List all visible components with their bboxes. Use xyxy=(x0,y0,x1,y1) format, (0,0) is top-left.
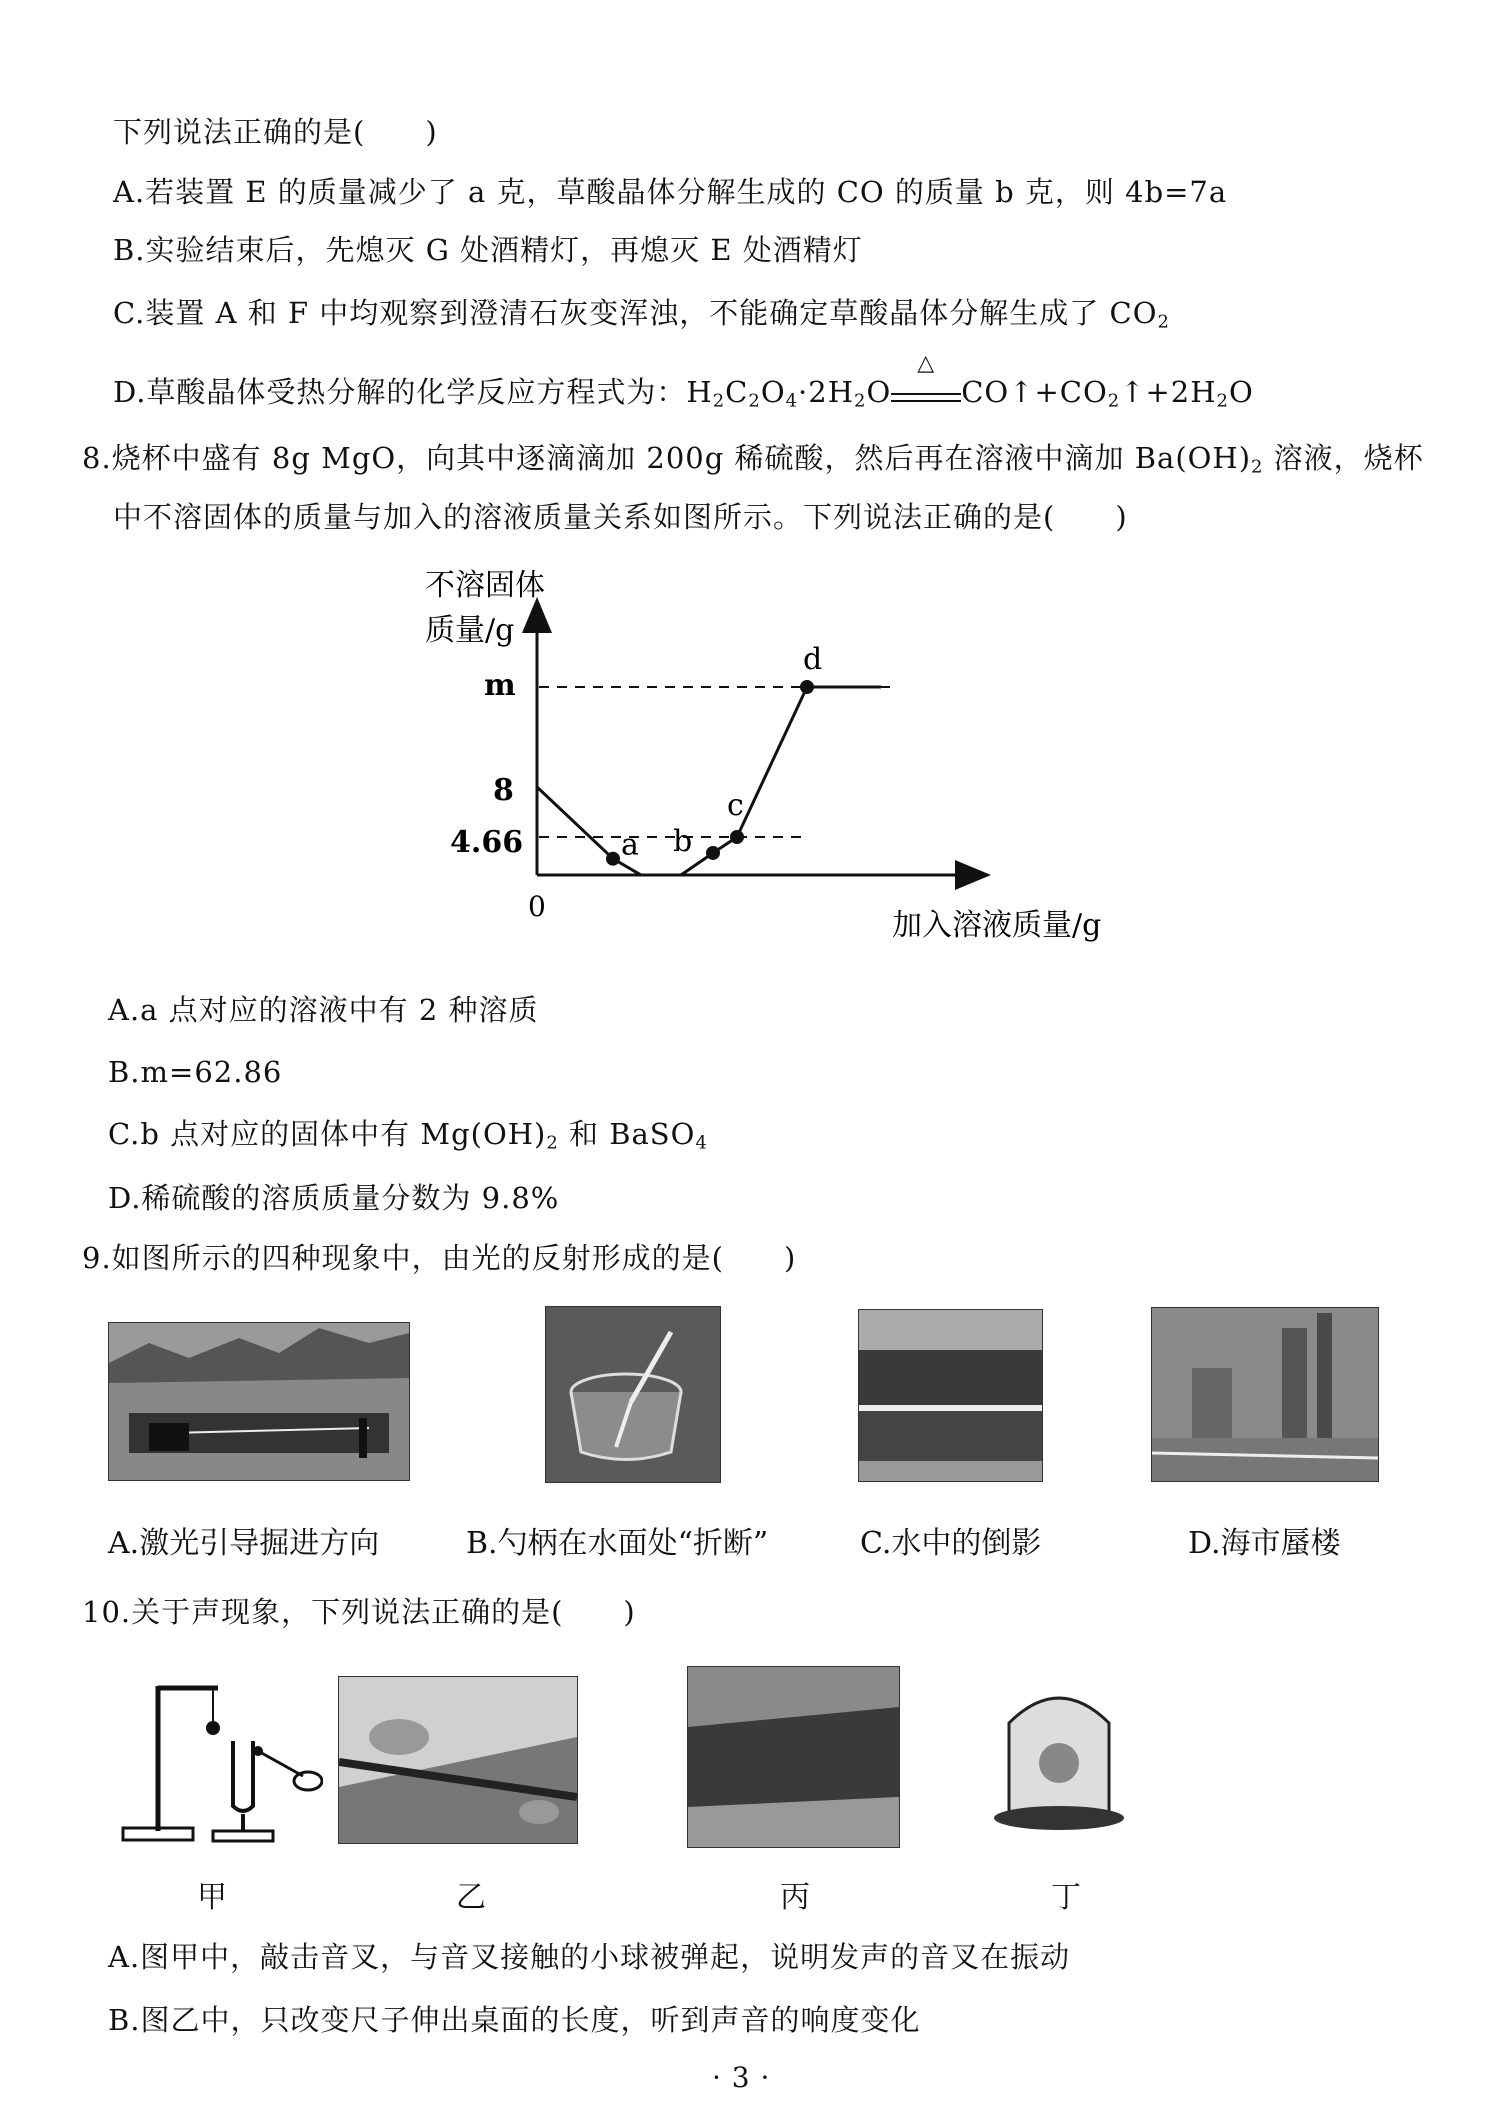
q8-option-c-text: C.b 点对应的固体中有 Mg(OH) xyxy=(108,1117,547,1151)
q9-stem: 9.如图所示的四种现象中，由光的反射形成的是( ) xyxy=(82,1241,797,1275)
spoon-in-cup-image xyxy=(545,1306,721,1483)
spoon-in-cup-drawing xyxy=(546,1307,720,1482)
subscript: 2 xyxy=(546,1132,559,1154)
y-tick-4-66: 4.66 xyxy=(450,825,524,860)
point-label-a: a xyxy=(621,827,639,863)
q8-stem-text-tail: 溶液，烧杯 xyxy=(1263,441,1424,475)
formula-part: ↑+2H xyxy=(1120,375,1217,409)
q8-option-c-text-mid: 和 BaSO xyxy=(558,1117,696,1151)
chart-points xyxy=(606,642,822,866)
sound-barrier-wall-drawing xyxy=(688,1667,899,1847)
delta-symbol: △ xyxy=(917,351,936,376)
subscript: 2 xyxy=(1251,456,1264,478)
y-axis-label-line1: 不溶固体 xyxy=(425,568,545,603)
y-tick-m: m xyxy=(484,668,516,703)
x-axis-label: 加入溶液质量/g xyxy=(892,908,1102,943)
ruler-on-table-image xyxy=(338,1676,578,1844)
q10-stem: 10.关于声现象，下列说法正确的是( ) xyxy=(82,1595,636,1629)
subscript: 2 xyxy=(1216,390,1229,412)
fig-label-ding: 丁 xyxy=(1051,1880,1081,1915)
q8-option-a: A.a 点对应的溶液中有 2 种溶质 xyxy=(108,993,539,1027)
fig-label-jia: 甲 xyxy=(197,1880,227,1915)
data-point-d xyxy=(800,680,814,694)
q7-option-a: A.若装置 E 的质量减少了 a 克，草酸晶体分解生成的 CO 的质量 b 克，则 4b=7a xyxy=(113,175,1228,209)
point-label-b: b xyxy=(673,823,693,859)
ruler-on-table-drawing xyxy=(339,1677,577,1843)
q8-stem-text: 8.烧杯中盛有 8g MgO，向其中逐滴滴加 200g 稀硫酸，然后再在溶液中滴加 Ba(OH) xyxy=(82,441,1252,475)
fig-label-yi: 乙 xyxy=(456,1880,486,1915)
heating-condition-sign xyxy=(891,351,961,402)
subscript: 2 xyxy=(748,390,761,412)
data-point-a xyxy=(606,852,620,866)
q7-option-d-prefix: D.草酸晶体受热分解的化学反应方程式为：H xyxy=(113,375,713,409)
q7-option-c xyxy=(113,293,1170,342)
q9-caption-d: D.海市蜃楼 xyxy=(1188,1526,1341,1561)
subscript: 2 xyxy=(854,390,867,412)
formula-part: O xyxy=(760,375,786,409)
chart-series xyxy=(537,687,881,875)
q7-option-c-text: C.装置 A 和 F 中均观察到澄清石灰变浑浊，不能确定草酸晶体分解生成了 CO xyxy=(113,296,1158,330)
q8-option-b: B.m=62.86 xyxy=(108,1055,283,1089)
y-axis-label-line2: 质量/g xyxy=(425,613,515,648)
q10-option-a: A.图甲中，敲击音叉，与音叉接触的小球被弹起，说明发声的音叉在振动 xyxy=(108,1940,1071,1974)
sound-barrier-wall-image xyxy=(687,1666,900,1848)
laser-tunnel-image xyxy=(108,1322,410,1481)
q9-caption-b: B.勺柄在水面处“折断” xyxy=(466,1526,769,1561)
formula-part: C xyxy=(725,375,749,409)
series-segment xyxy=(737,687,807,837)
formula-part: O xyxy=(866,375,892,409)
water-reflection-image xyxy=(858,1309,1043,1482)
series-segment xyxy=(537,787,613,859)
fig-label-bing: 丙 xyxy=(780,1880,810,1915)
subscript: 2 xyxy=(712,390,726,412)
q8-option-c xyxy=(108,1114,708,1163)
q8-stem-line1 xyxy=(82,438,1424,487)
subscript: 4 xyxy=(785,390,799,412)
formula-part: CO↑+CO xyxy=(961,375,1108,409)
q7-option-d xyxy=(113,351,1254,421)
q9-caption-c: C.水中的倒影 xyxy=(860,1526,1042,1561)
tuning-fork-apparatus-image xyxy=(118,1676,323,1846)
q8-stem-line2: 中不溶固体的质量与加入的溶液质量关系如图所示。下列说法正确的是( ) xyxy=(113,500,1128,534)
water-reflection-drawing xyxy=(859,1310,1042,1481)
point-label-d: d xyxy=(803,642,823,677)
subscript: 2 xyxy=(1157,311,1170,333)
subscript: 4 xyxy=(695,1132,708,1154)
mirage-drawing xyxy=(1152,1308,1378,1481)
q9-caption-a: A.激光引导掘进方向 xyxy=(108,1526,380,1561)
origin-label: 0 xyxy=(528,890,546,923)
q7-stem: 下列说法正确的是( ) xyxy=(113,115,438,149)
bell-jar-image xyxy=(984,1673,1134,1836)
formula-part: O xyxy=(1228,375,1254,409)
q8-option-d: D.稀硫酸的溶质质量分数为 9.8% xyxy=(108,1181,560,1215)
data-point-b xyxy=(706,846,720,860)
subscript: 2 xyxy=(1107,390,1121,412)
q7-option-b: B.实验结束后，先熄灭 G 处酒精灯，再熄灭 E 处酒精灯 xyxy=(113,233,863,267)
point-label-c: c xyxy=(727,788,744,823)
formula-part: ·2H xyxy=(798,375,854,409)
equal-bars xyxy=(891,393,961,402)
page-number: · 3 · xyxy=(712,2061,771,2094)
q10-option-b: B.图乙中，只改变尺子伸出桌面的长度，听到声音的响度变化 xyxy=(108,2003,921,2037)
data-point-c xyxy=(730,830,744,844)
mirage-image xyxy=(1151,1307,1379,1482)
laser-tunnel-drawing xyxy=(109,1323,409,1480)
bell-jar-drawing xyxy=(984,1673,1134,1836)
y-tick-8: 8 xyxy=(493,773,514,808)
